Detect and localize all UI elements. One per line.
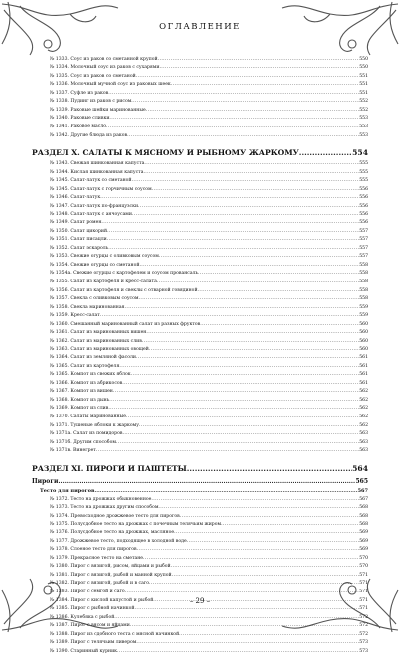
toc-entry-page: 557 [359,245,368,251]
dot-leader [95,487,358,496]
dot-leader [200,321,359,329]
toc-entry-label: № 1385. Пирог с рыбной начинкой [50,606,135,612]
entries-group-a [32,56,368,140]
section-title: РАЗДЕЛ X. САЛАТЫ К МЯСНОМУ И РЫБНОМУ ЖАРКОМУ [32,148,299,158]
toc-entry-page: 560 [359,346,368,352]
toc-entry[interactable] [32,253,368,261]
toc-entry-page: 560 [359,338,368,344]
dot-leader [221,521,359,529]
toc-entry[interactable] [32,605,368,613]
dot-leader [125,589,360,597]
toc-entry-label: № 1389. Пирог с телячьим ливером [50,640,137,646]
toc-entry[interactable] [32,513,368,521]
dot-leader [157,279,359,287]
dot-leader [108,90,359,98]
toc-entry-page: 556 [359,220,368,226]
dot-leader [131,371,360,379]
toc-entry[interactable] [32,521,368,529]
toc-entry[interactable] [32,614,368,622]
toc-entry-page: 561 [359,355,368,361]
toc-entry[interactable] [32,546,368,554]
dot-leader [108,245,359,253]
toc-entry-label: № 1370. Салаты маринованные [50,414,126,420]
dot-leader [106,124,359,132]
toc-entry-label: № 1363. Салат из маринованных овощей [50,346,149,352]
toc-entry-label: № 1379. Прекрасное тесто на сметане [50,555,143,561]
dot-leader [100,312,359,320]
toc-entry-page: 568 [359,505,368,511]
toc-entry-label: № 1378. Слоеное тесто для пирогов [50,547,137,553]
toc-entry-label: № 1348. Салат-латук с анчоусами [50,211,132,217]
toc-entry-label: № 1386. Кулебяка с рыбой [50,614,115,620]
toc-entry-label: № 1366. Компот из абрикосов [50,380,123,386]
dot-leader [124,304,359,312]
toc-entry[interactable] [32,64,368,72]
toc-entry[interactable] [32,304,368,312]
dot-leader [171,81,359,89]
toc-entry-page: 556 [359,186,368,192]
toc-entry-page: 550 [359,56,368,62]
toc-entry[interactable] [32,287,368,295]
toc-entry-label: № 1355. Салат из картофеля и кресс-салата [50,279,157,285]
toc-entry[interactable] [32,397,368,405]
toc-entry-page: 557 [359,228,368,234]
dot-leader [144,160,359,168]
toc-entry[interactable] [32,338,368,346]
dot-leader [113,388,359,396]
toc-entry-label: № 1371. Тушеные яблоки к жаркому [50,422,139,428]
toc-entry-page: 561 [359,380,368,386]
dot-leader [171,563,360,571]
toc-entry-page: 557 [359,237,368,243]
dot-leader [198,270,359,278]
toc-entry-label: № 1346. Салат-латук [50,195,101,201]
toc-entry-page: 558 [359,279,368,285]
dot-leader [179,631,359,639]
toc-entry-label: № 1381. Пирог с вязигой, рыбой и манной крупой [50,572,172,578]
toc-entry[interactable] [32,639,368,647]
toc-entry-page: 551 [359,90,368,96]
toc-entry-page: 558 [359,271,368,277]
toc-entry-label: № 1345. Салат-латук с горчичным соусом [50,186,152,192]
toc-entry-page: 551 [359,82,368,88]
toc-entry[interactable] [32,430,368,438]
dot-leader [187,462,352,476]
toc-entry-page: 562 [359,397,368,403]
dot-leader [108,405,359,413]
toc-entry-page: 560 [359,330,368,336]
dot-leader [146,329,359,337]
toc-entry-page: 560 [359,321,368,327]
dot-leader [136,354,359,362]
toc-entry-page: 567 [359,496,368,502]
toc-entry-label: № 1390. Старинный курник [50,648,118,654]
toc-entry-page: 553 [359,116,368,122]
toc-entry[interactable] [32,563,368,571]
subsection-page: 565 [355,477,368,485]
dot-leader [136,73,360,81]
toc-entry-page: 569 [359,530,368,536]
toc-entry-label: № 1380. Пирог с вязигой, рисом, яйцами и рыбой [50,564,171,570]
toc-entry[interactable] [32,439,368,447]
toc-entry-label: № 1333. Соус из раков со сметанной крупой [50,56,158,62]
toc-entry-page: 555 [359,169,368,175]
toc-entry-page: 552 [359,107,368,113]
dot-leader [109,115,359,123]
toc-entry[interactable] [32,422,368,430]
toc-entry[interactable] [32,321,368,329]
toc-entry[interactable] [32,371,368,379]
toc-entry[interactable] [32,405,368,413]
subsection-pirogi[interactable] [32,476,368,487]
dot-leader [137,546,360,554]
dot-leader [136,639,359,647]
toc-entry[interactable] [32,160,368,168]
toc-entry-label: № 1371б. Другим способом [50,439,116,445]
toc-entry-page: 555 [359,178,368,184]
subsection-testo[interactable] [32,487,368,496]
dot-leader [158,56,360,64]
dot-leader [139,422,359,430]
toc-entry-label: № 1373. Тесто на дрожжах другим способом [50,505,159,511]
toc-entry-label: № 1357. Свекла с оливковым соусом [50,296,139,302]
toc-entry-label: № 1369. Компот из слив [50,406,109,412]
section-page: 564 [352,463,368,473]
subsection-page: 567 [357,487,368,494]
toc-entry[interactable] [32,589,368,597]
toc-entry-page: 570 [359,555,368,561]
toc-entry-label: № 1388. Пирог из сдобного теста с мясной начинкой [50,631,180,637]
toc-entry[interactable] [32,572,368,580]
dot-leader [142,338,359,346]
toc-entry-label: № 1364. Салат из земляной фасоли [50,355,136,361]
toc-entry[interactable] [32,538,368,546]
toc-entry[interactable] [32,354,368,362]
toc-entry[interactable] [32,496,368,504]
toc-entry[interactable] [32,194,368,202]
dot-leader [172,572,360,580]
toc-entry[interactable] [32,124,368,132]
toc-entry-page: 562 [359,414,368,420]
toc-entry-page: 556 [359,195,368,201]
toc-entry-label: № 1349. Салат ромен [50,220,102,226]
toc-entry-label: № 1372. Тесто на дрожжах обыкновенное [50,496,152,502]
toc-entry-label: № 1340. Раковые сливки [50,116,110,122]
toc-entry-label: № 1342. Другие блюда из раков [50,132,128,138]
toc-entry-page: 550 [359,65,368,71]
dot-leader [58,476,355,487]
dot-leader [143,169,359,177]
toc-entry-page: 553 [359,124,368,130]
toc-entry[interactable] [32,73,368,81]
toc-entry-label: № 1352. Салат эскароль [50,245,109,251]
toc-entry-page: 561 [359,372,368,378]
toc-entry-label: № 1374. Превосходное дрожжевое тесто для пирогов [50,513,180,519]
toc-entry[interactable] [32,312,368,320]
toc-entry-page: 558 [359,262,368,268]
toc-entry-label: № 1371а. Салат из помидоров [50,431,123,437]
toc-entry-page: 572 [359,623,368,629]
toc-entry[interactable] [32,447,368,455]
toc-entry[interactable] [32,529,368,537]
toc-entry-label: № 1338. Пудинг из раков с рисом [50,99,132,105]
dot-leader [138,203,359,211]
subsection-title: Тесто для пирогов [40,487,95,494]
toc-entry-label: № 1382. Пирог с вязигой, рыбой и в саго [50,581,150,587]
dot-leader [159,64,359,72]
toc-entry[interactable] [32,81,368,89]
dot-leader [299,146,352,160]
dot-leader [151,496,359,504]
dot-leader [127,132,359,140]
dot-leader [107,228,359,236]
dot-leader [109,397,359,405]
entries-group-c [32,496,368,656]
dot-leader [117,648,359,656]
toc-entry-label: № 1365. Компот из свежих яблок [50,372,131,378]
dot-leader [134,605,359,613]
dot-leader [130,622,359,630]
toc-entry[interactable] [32,262,368,270]
toc-entry[interactable] [32,631,368,639]
dot-leader [198,287,360,295]
toc-entry[interactable] [32,219,368,227]
toc-entry[interactable] [32,580,368,588]
toc-entry-label: № 1365. Салат из картофеля [50,363,120,369]
toc-entry[interactable] [32,363,368,371]
toc-entry-label: № 1361. Салат из маринованных вишен [50,330,147,336]
toc-entry-label: № 1377. Дрожжевое тесто, подходящее в холодной воде [50,538,187,544]
toc-entry-label: № 1343. Свежая шинкованная капуста [50,161,145,167]
dot-leader [146,107,360,115]
dot-leader [107,236,360,244]
toc-entry[interactable] [32,132,368,140]
dot-leader [131,98,359,106]
toc-entry-page: 571 [359,572,368,578]
toc-entry[interactable] [32,329,368,337]
dot-leader [122,380,359,388]
dot-leader [96,447,359,455]
dot-leader [132,177,360,185]
toc-entry-page: 561 [359,363,368,369]
subsection-title: Пироги [32,477,59,485]
toc-entry-label: № 1351. Салат писацли [50,237,107,243]
toc-entry-page: 557 [359,254,368,260]
dot-leader [180,513,359,521]
toc-entry[interactable] [32,648,368,656]
toc-entry[interactable] [32,555,368,563]
toc-entry-page: 569 [359,538,368,544]
toc-entry-page: 570 [359,564,368,570]
section-xi-heading[interactable] [32,460,368,476]
toc-entry[interactable] [32,186,368,194]
toc-entry-label: № 1354a. Свежие огурцы с картофелем и соусом провансаль [50,271,199,277]
toc-entry[interactable] [32,245,368,253]
dot-leader [126,414,359,422]
toc-entry-label: № 1359. Кресс-салат [50,313,100,319]
toc-entry-page: 573 [359,648,368,654]
toc-entry-label: № 1339. Раковые шейки маринованные [50,107,146,113]
dot-leader [101,219,359,227]
toc-entry-page: 568 [359,513,368,519]
toc-entry[interactable] [32,177,368,185]
section-page: 554 [352,148,368,158]
toc-entry-page: 573 [359,640,368,646]
toc-entry[interactable] [32,279,368,287]
toc-entry-label: № 1387. Пирог с вясом и яйцами [50,623,130,629]
toc-entry[interactable] [32,388,368,396]
toc-entry[interactable] [32,228,368,236]
toc-entry[interactable] [32,346,368,354]
entries-group-b [32,160,368,455]
toc-entry[interactable] [32,90,368,98]
dot-leader [158,504,359,512]
toc-entry[interactable] [32,115,368,123]
toc-entry-page: 572 [359,614,368,620]
dot-leader [149,580,359,588]
toc-entry-label: № 1358. Свекла маринованная [50,304,125,310]
toc-entry-label: № 1375. Полусдобное тесто на дрожжах с почечным телячьим жиром [50,521,222,527]
toc-entry-label: № 1356. Салат из картофеля и свеклы с отварной говядиной [50,287,198,293]
toc-entry[interactable] [32,622,368,630]
dot-leader [143,555,359,563]
section-x-heading[interactable] [32,144,368,160]
dot-leader [122,430,359,438]
toc-entry-page: 559 [359,304,368,310]
toc-entry-label: № 1335. Соус из раков со сметаной [50,73,136,79]
toc-entry-label: № 1353. Свежие огурцы с оливковым соусом [50,254,159,260]
toc-entry-label: № 1368. Компот из дынь [50,397,110,403]
toc-entry-label: № 1384. Пирог с кислой капустой и рыбой [50,597,154,603]
toc-entry-page: 562 [359,389,368,395]
toc-entry-page: 563 [359,448,368,454]
toc-entry[interactable] [32,169,368,177]
toc-entry-page: 571 [359,606,368,612]
toc-entry[interactable] [32,98,368,106]
toc-entry[interactable] [32,414,368,422]
toc-entry-page: 553 [359,132,368,138]
toc-entry-label: № 1336. Молочный мучной соус из раковых шеек [50,82,171,88]
toc-entry-page: 572 [359,631,368,637]
dot-leader [100,194,359,202]
toc-entry-page: 559 [359,313,368,319]
toc-entry[interactable] [32,236,368,244]
toc-entry[interactable] [32,107,368,115]
toc-entry-page: 563 [359,431,368,437]
toc-entry-page: 551 [359,73,368,79]
toc-entry-page: 571 [359,597,368,603]
toc-entry-page: 556 [359,203,368,209]
dot-leader [149,346,359,354]
dot-leader [152,186,360,194]
dot-leader [187,538,360,546]
toc-entry-label: № 1347. Салат-латук по-французски [50,203,139,209]
toc-entry-label: № 1350. Салат цикорий [50,228,108,234]
dot-leader [159,253,359,261]
table-of-contents [32,56,368,656]
dot-leader [119,363,359,371]
dot-leader [116,439,359,447]
toc-entry-label: № 1376. Полусдобное тесто на дрожжах, масляное [50,530,175,536]
toc-entry-page: 571 [359,589,368,595]
dot-leader [138,295,359,303]
dot-leader [139,262,359,270]
toc-entry-label: № 1383. Пирог с сёмгой и саго [50,589,125,595]
toc-entry-page: 558 [359,296,368,302]
toc-entry[interactable] [32,295,368,303]
toc-entry[interactable] [32,380,368,388]
toc-entry[interactable] [32,504,368,512]
toc-entry-page: 562 [359,406,368,412]
dot-leader [132,211,359,219]
toc-entry-label: № 1341. Раковое масло [50,124,106,130]
toc-entry[interactable] [32,211,368,219]
toc-entry-label: № 1360. Смешанный маринованный салат из разных фруктов [50,321,201,327]
toc-entry-label: № 1362. Салат из маринованных слив [50,338,142,344]
toc-entry-label: № 1345. Салат-латук со сметаной [50,178,132,184]
toc-entry-label: № 1371в. Винегрет [50,448,96,454]
toc-entry-page: 558 [359,287,368,293]
toc-entry-page: 569 [359,547,368,553]
toc-entry-page: 568 [359,521,368,527]
toc-entry-label: № 1337. Суфле из раков [50,90,109,96]
toc-entry-page: 552 [359,99,368,105]
toc-entry-page: 562 [359,422,368,428]
toc-entry[interactable] [32,56,368,64]
dot-leader [114,614,359,622]
toc-entry-page: 555 [359,161,368,167]
page-header-title: ОГЛАВЛЕНИЕ [159,22,241,32]
toc-entry-page: 571 [359,581,368,587]
toc-entry[interactable] [32,203,368,211]
page-number: – 29 – [189,597,211,605]
toc-entry-label: № 1367. Компот из вишен [50,389,113,395]
toc-entry-label: № 1334. Молочный соус из раков с сухарями [50,65,160,71]
toc-entry-label: № 1344. Кислая шинкованная капуста [50,169,144,175]
toc-entry[interactable] [32,270,368,278]
section-title: РАЗДЕЛ XI. ПИРОГИ И ПАШТЕТЫ [32,463,187,473]
toc-entry-label: № 1354. Свежие огурцы со сметаной [50,262,140,268]
toc-entry-page: 556 [359,211,368,217]
dot-leader [174,529,359,537]
toc-entry-page: 563 [359,439,368,445]
